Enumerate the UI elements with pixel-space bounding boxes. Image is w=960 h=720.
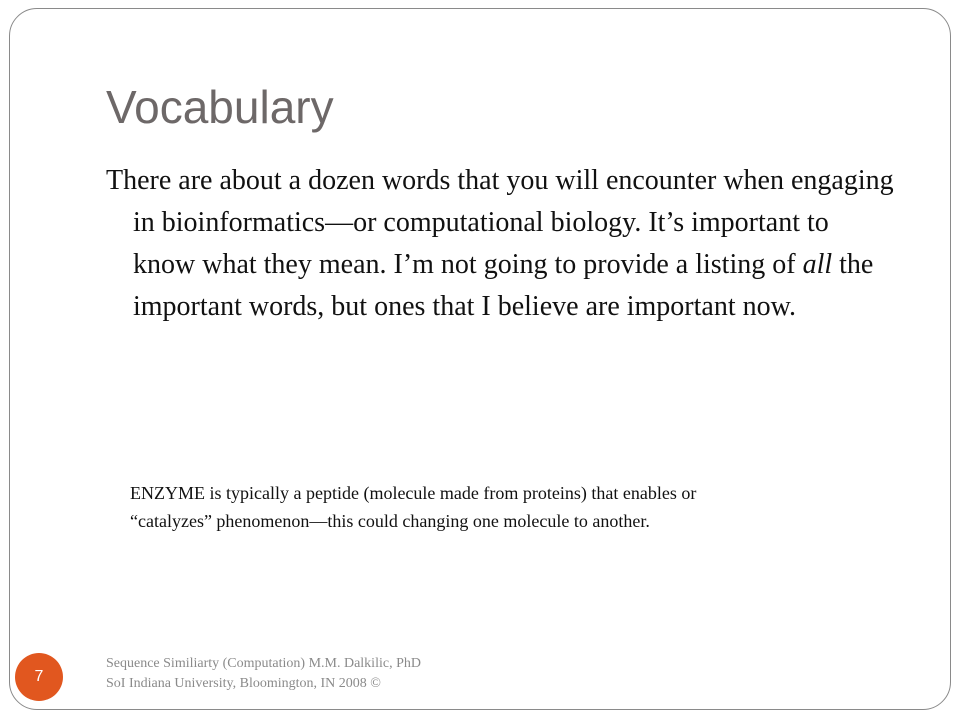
body-text-emphasis: all: [802, 249, 833, 280]
body-text-part-1: There are about a dozen words that you will encounter when engaging in bioinformatics—or computational biology. It’s important to know what they mean. I’m not going to provide a listing of: [106, 165, 894, 280]
slide-number-badge: 7: [15, 653, 63, 701]
slide-title: Vocabulary: [106, 81, 334, 133]
body-text-part-2: the important words, but ones that I believe are important now.: [133, 249, 874, 322]
enzyme-definition-text: ENZYME is typically a peptide (molecule made from proteins) that enables or “catalyzes” phenomenon—this could changing one molecule to another.: [130, 483, 697, 531]
footer: [106, 654, 421, 694]
body-paragraph: [106, 160, 896, 328]
footer-line-1: Sequence Similiarty (Computation) M.M. Dalkilic, PhD: [106, 656, 421, 671]
footer-line-2: SoI Indiana University, Bloomington, IN 2008 ©: [106, 676, 381, 691]
